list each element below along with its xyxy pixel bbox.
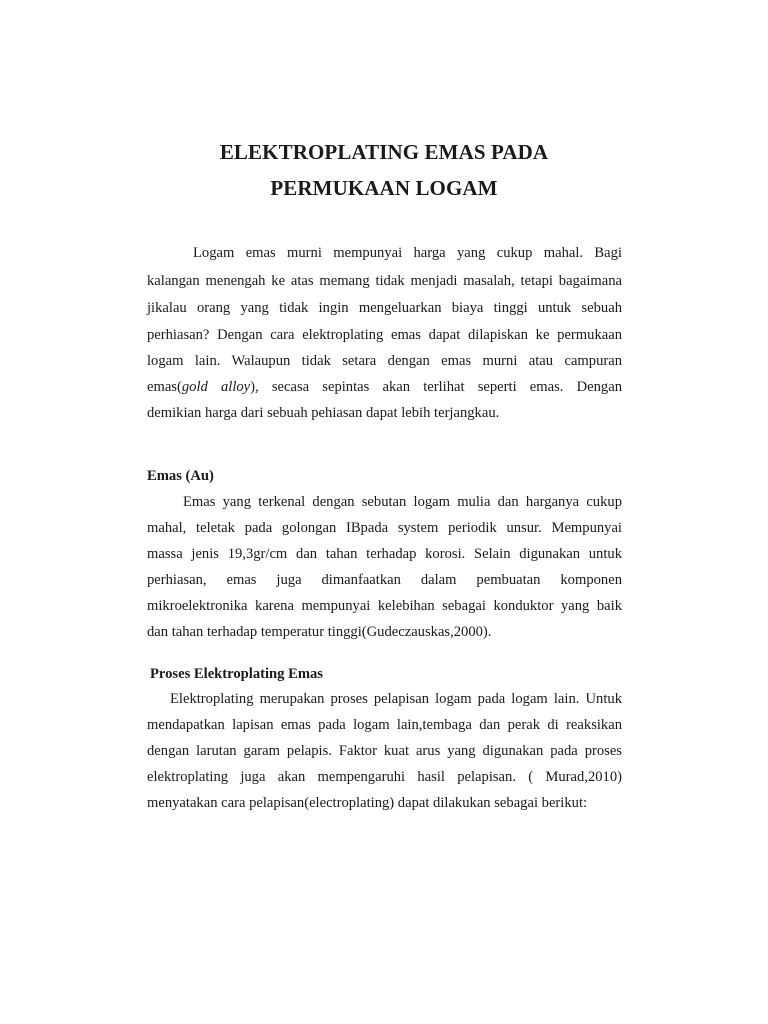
- emas-line-2: mahal, teletak pada golongan IBpada system periodik unsur. Mempunyai: [147, 520, 622, 536]
- intro-line-2: kalangan menengah ke atas memang tidak menjadi masalah, tetapi bagaimana: [147, 273, 622, 289]
- intro-line-6-italic: gold alloy: [181, 379, 251, 395]
- intro-line-6: [147, 377, 622, 397]
- intro-line-1: Logam emas murni mempunyai harga yang cukup mahal. Bagi: [193, 245, 622, 261]
- proses-line-3: dengan larutan garam pelapis. Faktor kuat arus yang digunakan pada proses: [147, 743, 622, 759]
- proses-line-2: mendapatkan lapisan emas pada logam lain,tembaga dan perak di reaksikan: [147, 717, 622, 733]
- emas-line-5: mikroelektronika karena mempunyai kelebihan sebagai konduktor yang baik: [147, 598, 622, 614]
- intro-line-4: perhiasan? Dengan cara elektroplating emas dapat dilapiskan ke permukaan: [147, 327, 622, 343]
- proses-line-4: elektroplating juga akan mempengaruhi hasil pelapisan. ( Murad,2010): [147, 769, 622, 785]
- intro-line-7: demikian harga dari sebuah pehiasan dapat lebih terjangkau.: [147, 405, 500, 421]
- emas-line-3: massa jenis 19,3gr/cm dan tahan terhadap korosi. Selain digunakan untuk: [147, 546, 622, 562]
- section-heading-proses: Proses Elektroplating Emas: [150, 666, 323, 682]
- emas-line-1: Emas yang terkenal dengan sebutan logam mulia dan harganya cukup: [183, 494, 622, 510]
- emas-line-4: perhiasan, emas juga dimanfaatkan dalam pembuatan komponen: [147, 572, 622, 588]
- emas-line-6: dan tahan terhadap temperatur tinggi(Gudeczauskas,2000).: [147, 624, 492, 640]
- intro-line-6-post: ), secasa sepintas akan terlihat seperti emas. Dengan: [250, 379, 622, 395]
- section-heading-emas: Emas (Au): [147, 468, 214, 484]
- intro-line-3: jikalau orang yang tidak ingin mengeluarkan biaya tinggi untuk sebuah: [147, 300, 622, 316]
- document-title-line2: PERMUKAAN LOGAM: [270, 176, 498, 200]
- proses-line-5: menyatakan cara pelapisan(electroplating) dapat dilakukan sebagai berikut:: [147, 795, 588, 811]
- document-title-line1: ELEKTROPLATING EMAS PADA: [219, 140, 549, 164]
- intro-line-5: logam lain. Walaupun tidak setara dengan emas murni atau campuran: [147, 353, 622, 369]
- intro-line-6-pre: emas(: [147, 379, 182, 395]
- proses-line-1: Elektroplating merupakan proses pelapisan logam pada logam lain. Untuk: [170, 691, 622, 707]
